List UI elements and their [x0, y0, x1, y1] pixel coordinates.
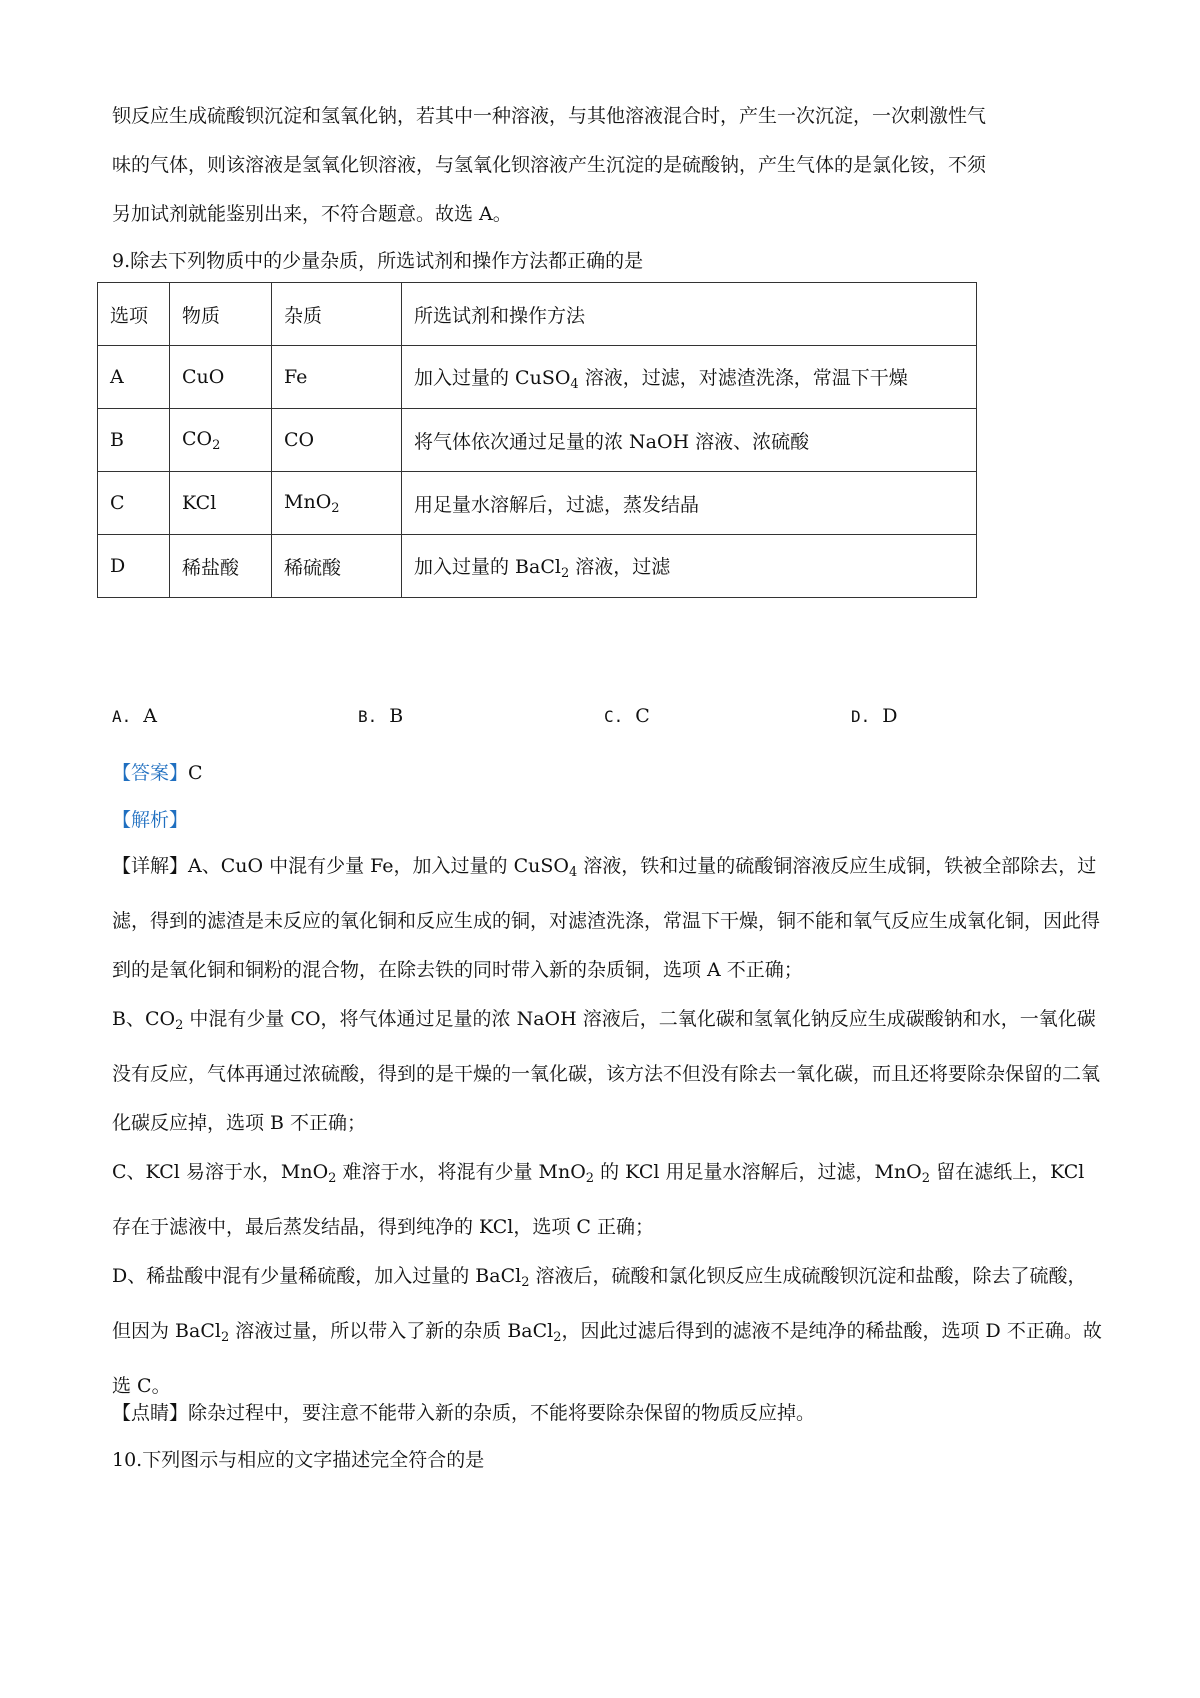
option-c: C. C	[604, 705, 650, 727]
intro-line-2: 味的气体，则该溶液是氢氧化钡溶液，与氢氧化钡溶液产生沉淀的是硫酸钠，产生气体的是氯化铵，不须	[112, 154, 987, 176]
answer-options	[112, 705, 1112, 741]
table-row	[98, 409, 977, 472]
cell-impurity: Fe	[272, 346, 402, 409]
analysis-tag: 【解析】	[112, 809, 189, 831]
intro-line-1: 钡反应生成硫酸钡沉淀和氢氧化钠，若其中一种溶液，与其他溶液混合时，产生一次沉淀，一次刺激性气	[112, 105, 987, 127]
cell-method: 加入过量的 CuSO$_4$ 溶液，过滤，对滤渣洗涤，常温下干燥	[402, 346, 977, 409]
dianjing-tag: 【点睛】	[112, 1402, 189, 1424]
cell-method: 加入过量的 BaCl$_2$ 溶液，过滤	[402, 535, 977, 598]
answer-tag: 【答案】	[112, 762, 189, 784]
cell-option: B	[98, 409, 170, 472]
detail-tag: 【详解】	[112, 855, 189, 877]
answer-line	[112, 758, 203, 785]
intro-paragraph	[112, 92, 1102, 239]
cell-impurity: MnO$_2$	[272, 472, 402, 535]
header-method: 所选试剂和操作方法	[402, 283, 977, 346]
dianjing-line	[112, 1398, 815, 1425]
option-d: D. D	[851, 705, 898, 727]
option-a: A. A	[112, 705, 157, 727]
header-impurity: 杂质	[272, 283, 402, 346]
cell-impurity: CO	[272, 409, 402, 472]
question-9-table	[97, 282, 977, 598]
table-row	[98, 535, 977, 598]
detail-paragraph: 【详解】A、CuO 中混有少量 Fe，加入过量的 CuSO$_4$ 溶液，铁和过量的硫酸铜溶液反应生成铜，铁被全部除去，过滤，得到的滤渣是未反应的氧化铜和反应生成的铜，对滤渣洗涤，常温下干燥，铜不能和氧气反应生成氧化铜，因此得到的是氧化铜和铜粉的混合物，在除去铁的同时带入新的杂质铜，选项 A 不正确； B、$CO_2$ 中混有少量 CO，将气体通过足量的浓 NaOH 溶液后，二氧化碳和氢氧化钠反应生成碳酸钠和水，一氧化碳没有反应，气体再通过浓硫酸，得到的是干燥的一氧化碳，该方法不但没有除去一氧化碳，而且还将要除杂保留的二氧化碳反应掉，选项 B 不正确； C、KCl 易溶于水，MnO$_2$ 难溶于水，将混有少量 MnO$_2$ 的 KCl 用足量水溶解后，过滤，MnO$_2$ 留在滤纸上，KCl 存在于滤液中，最后蒸发结晶，得到纯净的 KCl，选项 C 正确； D、稀盐酸中混有少量稀硫酸，加入过量的 BaCl$_2$ 溶液后，硫酸和氯化钡反应生成硫酸钡沉淀和盐酸，除去了硫酸，但因为 BaCl$_2$ 溶液过量，所以带入了新的杂质 BaCl$_2$，因此过滤后得到的滤液不是纯净的稀盐酸，选项 D 不正确。故选 C。	[112, 855, 1102, 1397]
cell-substance: $CO_2$	[170, 409, 272, 472]
intro-line-3: 另加试剂就能鉴别出来，不符合题意。故选 A。	[112, 203, 512, 225]
cell-method: 用足量水溶解后，过滤，蒸发结晶	[402, 472, 977, 535]
question-9-stem: 9.除去下列物质中的少量杂质，所选试剂和操作方法都正确的是	[112, 250, 644, 272]
table-row	[98, 346, 977, 409]
cell-impurity: 稀硫酸	[272, 535, 402, 598]
cell-substance: KCl	[170, 472, 272, 535]
table-row	[98, 472, 977, 535]
header-option: 选项	[98, 283, 170, 346]
question-10-stem: 10.下列图示与相应的文字描述完全符合的是	[112, 1449, 485, 1471]
cell-substance: CuO	[170, 346, 272, 409]
cell-substance: 稀盐酸	[170, 535, 272, 598]
table-header-row	[98, 283, 977, 346]
cell-option: C	[98, 472, 170, 535]
answer-value: C	[188, 762, 203, 784]
option-b: B. B	[358, 705, 404, 727]
cell-method: 将气体依次通过足量的浓 NaOH 溶液、浓硫酸	[402, 409, 977, 472]
cell-option: A	[98, 346, 170, 409]
cell-option: D	[98, 535, 170, 598]
dianjing-text: 除杂过程中，要注意不能带入新的杂质，不能将要除杂保留的物质反应掉。	[188, 1402, 816, 1424]
header-substance: 物质	[170, 283, 272, 346]
